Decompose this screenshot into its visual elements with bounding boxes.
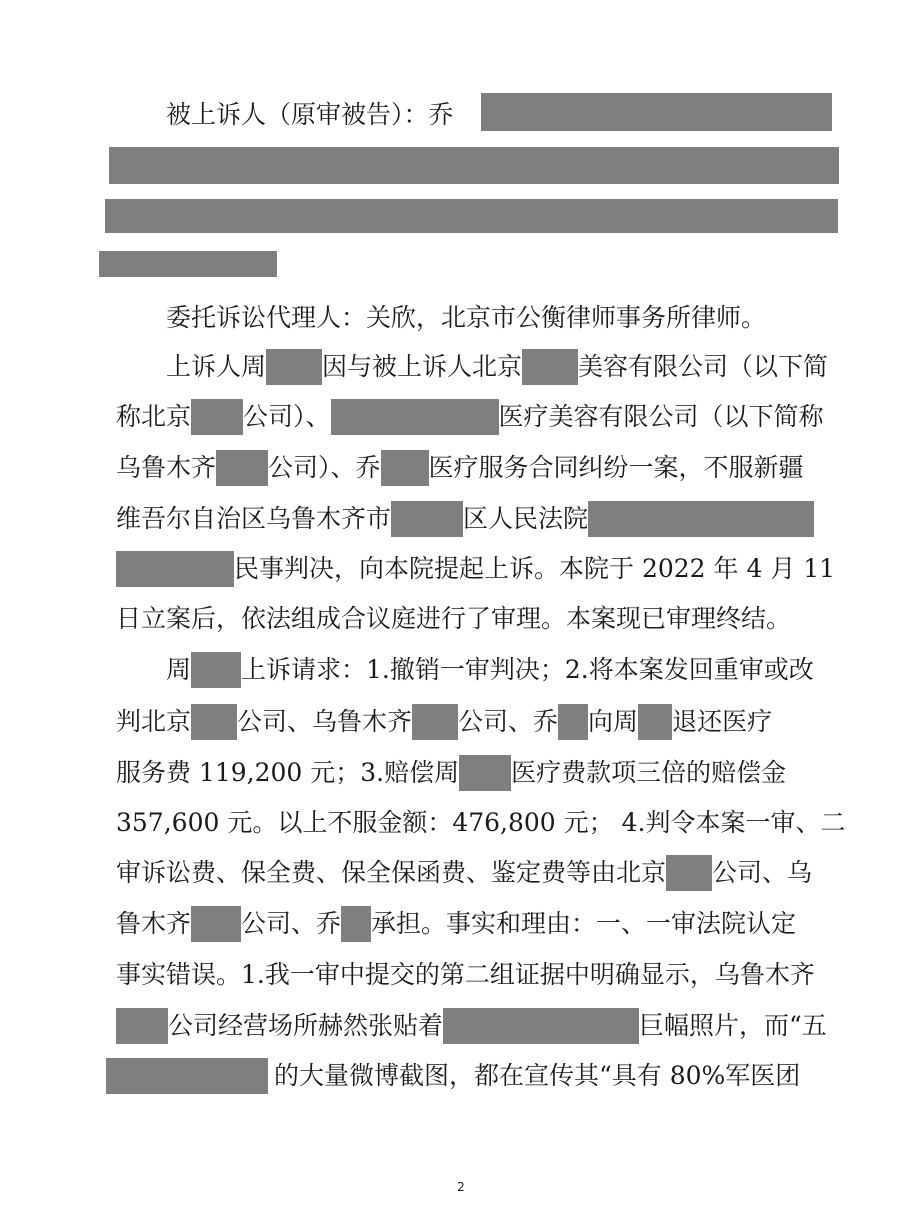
text-segment: 周: [166, 655, 192, 684]
text-segment: 被上诉人（原审被告）：乔: [166, 100, 454, 129]
text-line: [166, 298, 766, 338]
text-segment: 公司、乌鲁木齐: [237, 707, 413, 736]
text-line: [166, 95, 454, 135]
text-segment: 向周: [588, 707, 639, 736]
text-line: [116, 904, 796, 944]
redaction-block: [443, 1008, 639, 1044]
redaction-block: [391, 501, 463, 537]
text-segment: 日立案后，依法组成合议庭进行了审理。本案现已审理终结。: [116, 604, 792, 633]
text-segment: 判北京: [116, 707, 192, 736]
text-line: [116, 397, 824, 437]
page-number: 2: [457, 1180, 465, 1194]
redaction-block: [216, 450, 268, 486]
redaction-block: [666, 855, 712, 891]
text-line: [116, 549, 835, 589]
redaction-block: [588, 501, 814, 537]
text-segment: 公司）、乔: [268, 453, 381, 482]
text-line: [116, 499, 814, 539]
redaction-block: [341, 906, 371, 942]
text-segment: 公司经营场所赫然张贴着: [168, 1011, 444, 1040]
redaction-block: [412, 704, 458, 740]
redaction-block: [99, 251, 277, 277]
redaction-block: [105, 199, 838, 233]
text-segment: 医疗费款项三倍的赔偿金: [511, 758, 787, 787]
text-segment: 医疗美容有限公司（以下简称: [498, 402, 824, 431]
text-segment: 美容有限公司（以下简: [578, 352, 829, 381]
text-line: [116, 853, 812, 893]
redaction-block: [109, 147, 839, 184]
text-line: [116, 1006, 827, 1046]
redaction-block: [191, 704, 237, 740]
text-line: [166, 650, 814, 690]
redaction-block: [558, 704, 588, 740]
text-line: [116, 599, 791, 639]
text-segment: 事实错误。1.我一审中提交的第二组证据中明确显示，乌鲁木齐: [116, 960, 815, 989]
text-line: [166, 347, 828, 387]
text-segment: 委托诉讼代理人：关欣，北京市公衡律师事务所律师。: [166, 303, 767, 332]
redaction-block: [331, 399, 499, 435]
text-segment: 区人民法院: [463, 504, 589, 533]
redaction-block: [638, 704, 672, 740]
text-segment: 公司）、: [243, 402, 331, 431]
text-segment: 退还医疗: [672, 707, 773, 736]
text-segment: 乌鲁木齐: [116, 453, 217, 482]
text-segment: 的大量微博截图，都在宣传其“具有 80%军医团: [274, 1061, 801, 1090]
redaction-block: [106, 1058, 268, 1094]
text-segment: 因与被上诉人北京: [322, 352, 523, 381]
text-line: [116, 702, 772, 742]
text-segment: 上诉人周: [166, 352, 267, 381]
text-segment: 357,600 元。以上不服金额：476,800 元； 4.判令本案一审、二: [116, 808, 846, 837]
text-segment: 公司、乔: [458, 707, 559, 736]
redaction-block: [381, 450, 429, 486]
text-line: [106, 1056, 800, 1096]
text-segment: 称北京: [116, 402, 192, 431]
redaction-block: [116, 1008, 168, 1044]
redaction-block: [116, 551, 234, 587]
text-segment: 服务费 119,200 元；3.赔偿周: [116, 758, 460, 787]
text-line: [116, 803, 845, 843]
text-segment: 巨幅照片，而“五: [639, 1011, 827, 1040]
text-segment: 鲁木齐: [116, 909, 192, 938]
redaction-block: [191, 652, 241, 688]
redaction-block: [191, 399, 243, 435]
text-segment: 承担。事实和理由：一、一审法院认定: [371, 909, 797, 938]
redaction-block: [522, 349, 578, 385]
redaction-block: [191, 906, 241, 942]
text-segment: 民事判决，向本院提起上诉。本院于 2022 年 4 月 11: [234, 554, 836, 583]
text-segment: 审诉讼费、保全费、保全保函费、鉴定费等由北京: [116, 858, 667, 887]
redaction-block: [459, 755, 511, 791]
text-segment: 维吾尔自治区乌鲁木齐市: [116, 504, 392, 533]
text-segment: 公司、乔: [241, 909, 342, 938]
text-line: [116, 448, 804, 488]
text-line: [116, 955, 815, 995]
text-segment: 医疗服务合同纠纷一案，不服新疆: [428, 453, 804, 482]
text-segment: 上诉请求：1.撤销一审判决；2.将本案发回重审或改: [241, 655, 814, 684]
text-line: [116, 753, 786, 793]
redaction-block: [481, 93, 832, 131]
redaction-block: [266, 349, 322, 385]
text-segment: 公司、乌: [712, 858, 813, 887]
